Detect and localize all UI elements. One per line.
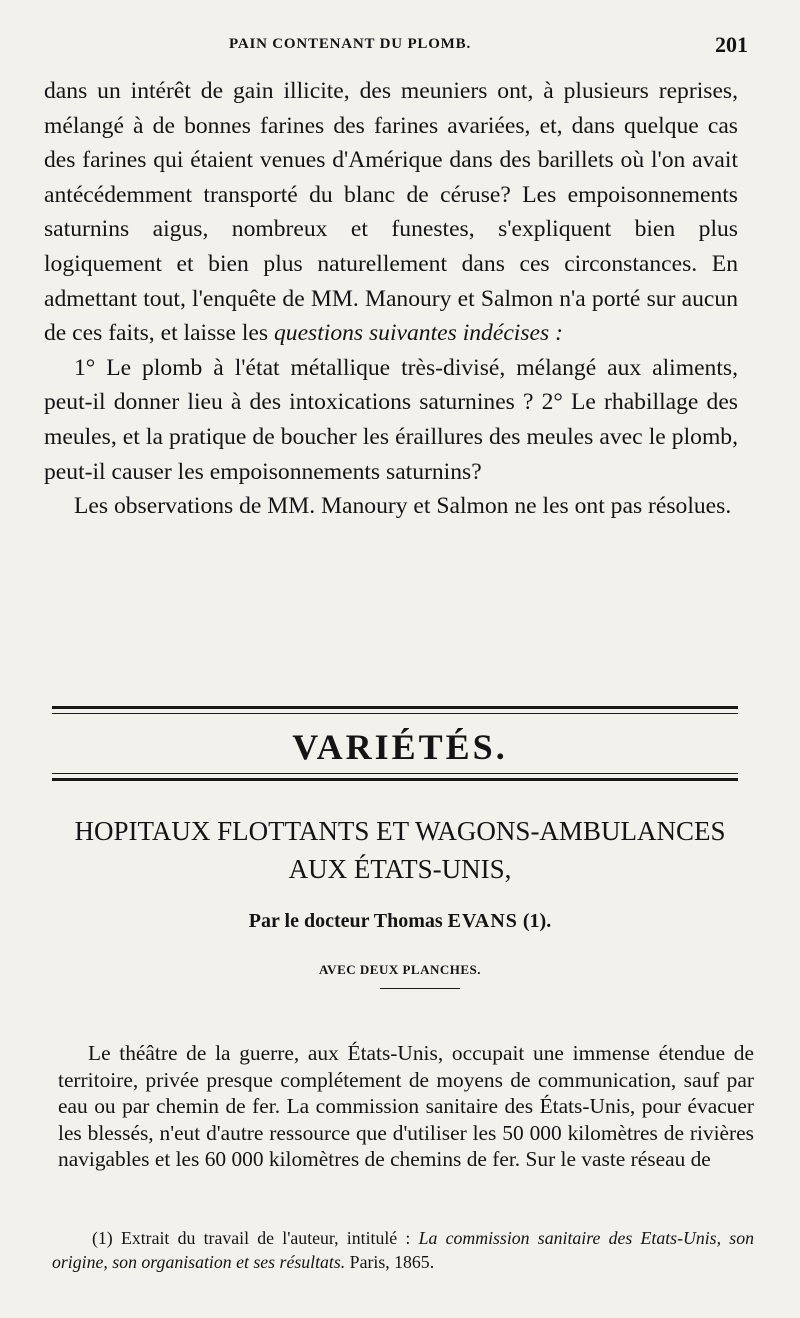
paragraph-3: Les observations de MM. Manoury et Salmon ne les ont pas résolues. xyxy=(74,493,732,520)
planches-note: AVEC DEUX PLANCHES. xyxy=(318,962,482,977)
section-title: VARIÉTÉS. xyxy=(292,727,508,767)
paragraph-1-italic: questions suivantes indécises : xyxy=(273,320,563,347)
short-divider xyxy=(380,988,460,989)
double-rule-top-thin xyxy=(52,713,738,714)
footnote-marker: (1). xyxy=(517,910,552,932)
article-paragraph: Le théâtre de la guerre, aux États-Unis, occupait une immense étendue de territoire, privée presque complétement de moyens de communication, sauf par eau ou par chemin de fer. La commission sanitaire des États-Unis, pour évacuer les blessés, n'eut d'autre ressource que d'utiliser les 50 000 kilomètres de rivières navigables et les 60 000 kilomètres de chemins de fer. Sur le vaste réseau de xyxy=(58,1041,754,1172)
footnote-italic: La commission sanitaire des Etats-Unis, son origine, son organisation et ses résultats. xyxy=(52,1228,754,1272)
article-title-line-2: AUX ÉTATS-UNIS, xyxy=(288,854,512,884)
byline-prefix: Par le docteur Thomas xyxy=(248,910,448,932)
running-title: PAIN CONTENANT DU PLOMB. xyxy=(229,36,471,52)
double-rule-bottom-thick xyxy=(52,778,738,781)
author-name: EVANS xyxy=(447,910,518,932)
byline xyxy=(0,910,800,933)
double-rule-bottom-thin xyxy=(52,773,738,774)
article-title-line-1: HOPITAUX FLOTTANTS ET WAGONS-AMBULANCES xyxy=(74,816,726,846)
page-header xyxy=(44,32,748,66)
double-rule-top-thick xyxy=(52,706,738,709)
body-text xyxy=(44,74,738,524)
footnote-suffix: Paris, 1865. xyxy=(345,1252,435,1272)
paragraph-2: 1° Le plomb à l'état métallique très-divisé, mélangé aux aliments, peut-il donner lieu à des intoxications saturnines ? 2° Le rhabillage des meules, et la pratique de boucher les éraillures des meules avec le plomb, peut-il causer les empoisonnements saturnins? xyxy=(44,354,738,485)
paragraph-1 xyxy=(44,74,738,351)
article-title xyxy=(40,812,760,888)
footnote xyxy=(52,1226,754,1274)
footnote-prefix: (1) Extrait du travail de l'auteur, intitulé : xyxy=(92,1228,419,1248)
paragraph-1-text: dans un intérêt de gain illicite, des meuniers ont, à plusieurs reprises, mélangé à de bonnes farines des farines avariées, et, dans quelque cas des farines qui étaient venues d'Amérique dans des barillets où l'on avait antécédemment transporté du blanc de céruse? Les empoisonnements saturnins aigus, nombreux et funestes, s'expliquent bien plus logiquement et bien plus naturellement dans ces circonstances. En admettant tout, l'enquête de MM. Manoury et Salmon n'a porté sur aucun de ces faits, et laisse les xyxy=(44,78,738,347)
footnote-paragraph xyxy=(52,1226,754,1274)
page-number: 201 xyxy=(715,32,748,57)
article-body xyxy=(58,1040,754,1173)
